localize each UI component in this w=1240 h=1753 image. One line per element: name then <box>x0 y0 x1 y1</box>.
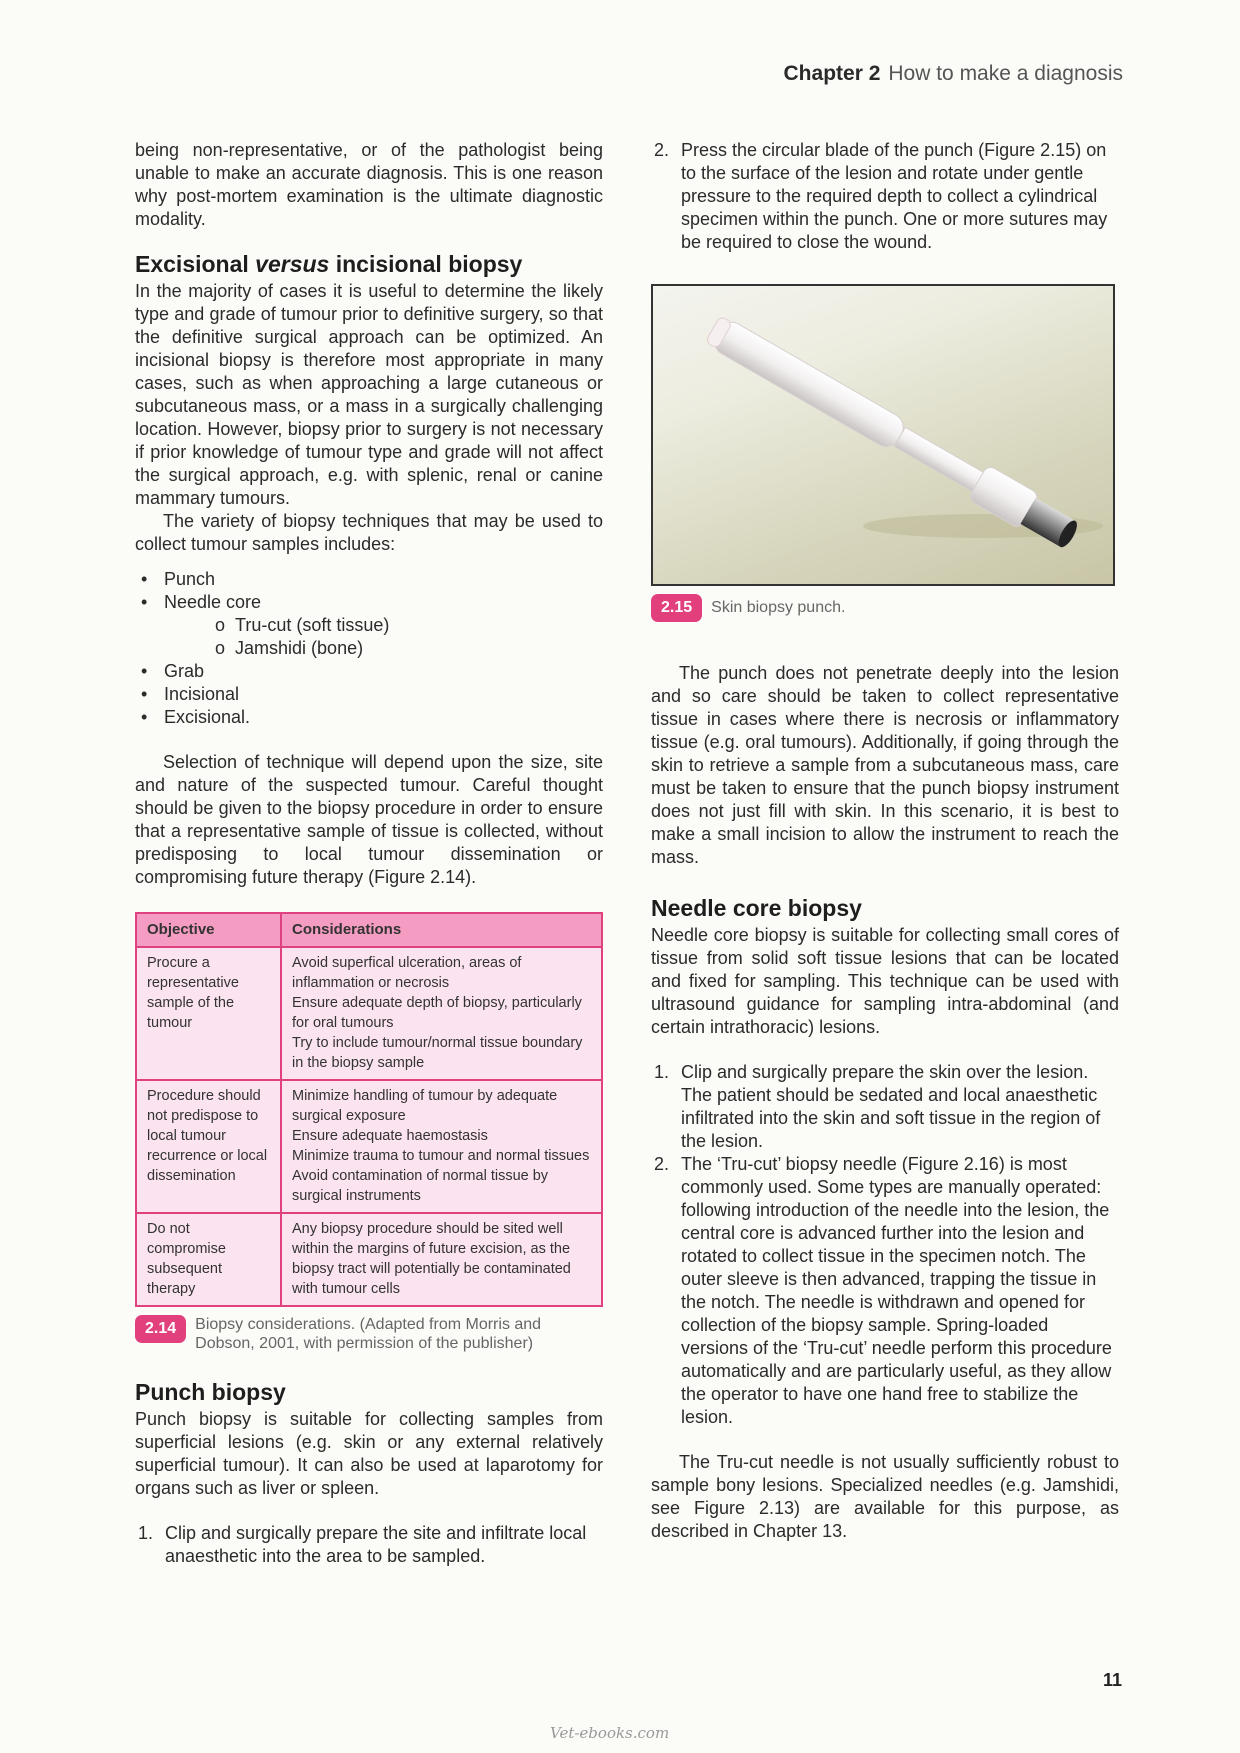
considerations-cell: Avoid superfical ulceration, areas of inflammation or necrosis Ensure adequate depth of biopsy, particularly for oral tumours Try to include tumour/normal tissue boundary in the biopsy sample <box>281 947 602 1080</box>
intro-paragraph: being non-representative, or of the pathologist being unable to make an accurate diagnosis. This is one reason why post-mortem examination is the ultimate diagnostic modality. <box>135 140 603 229</box>
chapter-label: Chapter 2 <box>783 62 881 85</box>
list-item: • Punch <box>141 569 216 589</box>
biopsy-considerations-table <box>135 912 603 1307</box>
right-column <box>651 139 1119 1543</box>
watermark-logo: Vet-ebooks.com <box>550 1724 670 1742</box>
figure-badge: 2.15 <box>651 594 702 622</box>
table-row <box>136 1213 602 1306</box>
punch-depth-paragraph: The punch does not penetrate deeply into the lesion and so care should be taken to collect representative tissue in cases where there is necrosis or inflammatory tissue (e.g. oral tumours). Additionally, if going through the skin to retrieve a sample from a subcutaneous mass, care must be taken to ensure that the punch biopsy instrument does not just fill with skin. In this scenario, it is best to make a small incision to allow the instrument to reach the mass. <box>651 663 1119 867</box>
variety-paragraph: The variety of biopsy techniques that may be used to collect tumour samples includes: <box>135 511 603 554</box>
bullet-icon: • <box>141 661 148 681</box>
punch-paragraph: Punch biopsy is suitable for collecting samples from superficial lesions (e.g. skin or any external relatively superficial tumour). It can also be used at laparotomy for organs such as liver or spleen. <box>135 1409 603 1498</box>
bullet-icon: • <box>141 684 148 704</box>
figure-2-15-caption <box>651 594 1119 622</box>
caption-text: Biopsy considerations. (Adapted from Morris and Dobson, 2001, with permission of the publisher) <box>195 1316 542 1352</box>
biopsy-punch-illustration <box>653 286 1113 584</box>
heading-needle-core-biopsy: Needle core biopsy <box>651 895 862 921</box>
table-header-row <box>136 913 602 947</box>
list-item: 1. Clip and surgically prepare the skin over the lesion. The patient should be sedated and local anaesthetic infiltrated into the skin and soft tissue in the region of the lesion. <box>654 1062 1101 1151</box>
page-number: 11 <box>1102 1670 1122 1690</box>
table-row <box>136 1080 602 1213</box>
list-item: • Needle core o Tru-cut (soft tissue) o Jamshidi (bone) <box>141 591 603 660</box>
objective-cell: Procedure should not predispose to local tumour recurrence or local dissemination <box>136 1080 281 1213</box>
sub-list <box>164 614 603 660</box>
list-item: 2. The ‘Tru-cut’ biopsy needle (Figure 2.16) is most commonly used. Some types are manually operated: following introduction of the needle into the lesion, the central core is advanced further into the lesion and rotated to collect tissue in the specimen notch. The outer sleeve is then advanced, trapping the tissue in the notch. The needle is withdrawn and opened for collection of the biopsy sample. Spring-loaded versions of the ‘Tru-cut’ needle perform this procedure automatically and are particularly useful, as they allow the operator to have one hand free to stabilize the lesion. <box>654 1154 1112 1427</box>
list-item: 1. Clip and surgically prepare the site and infiltrate local anaesthetic into the area to be sampled. <box>138 1523 587 1566</box>
punch-steps-continued <box>651 139 1119 254</box>
left-column <box>135 139 603 1568</box>
figure-badge: 2.14 <box>135 1315 186 1343</box>
selection-paragraph: Selection of technique will depend upon the size, site and nature of the suspected tumour. Careful thought should be given to the biopsy procedure in order to ensure that a representative sample of tissue is collected, without predisposing to local tumour dissemination or compromising future therapy (Figure 2.14). <box>135 752 603 887</box>
heading-excisional-incisional: Excisional versus incisional biopsy <box>135 251 523 277</box>
list-item: • Grab <box>141 661 205 681</box>
considerations-cell: Any biopsy procedure should be sited well within the margins of future excision, as the biopsy tract will potentially be contaminated with tumour cells <box>281 1213 602 1306</box>
needle-steps <box>651 1061 1119 1429</box>
table-header-objective: Objective <box>136 913 281 947</box>
technique-list <box>135 568 603 729</box>
objective-cell: Do not compromise subsequent therapy <box>136 1213 281 1306</box>
caption-text: Skin biopsy punch. <box>711 599 846 616</box>
chapter-title: How to make a diagnosis <box>888 62 1123 85</box>
list-item: 2. Press the circular blade of the punch (Figure 2.15) on to the surface of the lesion and rotate under gentle pressure to the required depth to collect a cylindrical specimen within the punch. One or more sutures may be required to close the wound. <box>654 140 1108 252</box>
bullet-icon: • <box>141 707 148 727</box>
trucut-paragraph: The Tru-cut needle is not usually sufficiently robust to sample bony lesions. Specialized needles (e.g. Jamshidi, see Figure 2.13) are available for this purpose, as described in Chapter 13. <box>651 1452 1119 1541</box>
sub-list-item: o Jamshidi (bone) <box>215 638 364 658</box>
skin-biopsy-punch-photo <box>651 284 1115 586</box>
objective-cell: Procure a representative sample of the tumour <box>136 947 281 1080</box>
needle-paragraph: Needle core biopsy is suitable for collecting small cores of tissue from solid soft tissue lesions that can be located and fixed for sampling. This technique can be used with ultrasound guidance for sampling intra-abdominal (and certain intrathoracic) lesions. <box>651 925 1119 1037</box>
table-row <box>136 947 602 1080</box>
table-header-considerations: Considerations <box>281 913 602 947</box>
bullet-icon: • <box>141 569 148 589</box>
bullet-icon: • <box>141 592 148 612</box>
excisional-paragraph: In the majority of cases it is useful to determine the likely type and grade of tumour prior to definitive surgery, so that the definitive surgical approach can be optimized. An incisional biopsy is therefore most appropriate in many cases, such as when approaching a large cutaneous or subcutaneous mass, or a mass in a surgically challenging location. However, biopsy prior to surgery is not necessary if prior knowledge of tumour type and grade will not affect the surgical approach, e.g. with splenic, renal or canine mammary tumours. <box>135 281 603 508</box>
punch-steps <box>135 1522 603 1568</box>
considerations-cell: Minimize handling of tumour by adequate surgical exposure Ensure adequate haemostasis Minimize trauma to tumour and normal tissues Avoid contamination of normal tissue by surgical instruments <box>281 1080 602 1213</box>
list-item: • Incisional <box>141 684 240 704</box>
figure-2-14-caption <box>135 1315 603 1353</box>
heading-punch-biopsy: Punch biopsy <box>135 1379 286 1405</box>
list-item: • Excisional. <box>141 707 251 727</box>
running-header <box>784 62 1123 86</box>
sub-list-item: o Tru-cut (soft tissue) <box>215 615 390 635</box>
